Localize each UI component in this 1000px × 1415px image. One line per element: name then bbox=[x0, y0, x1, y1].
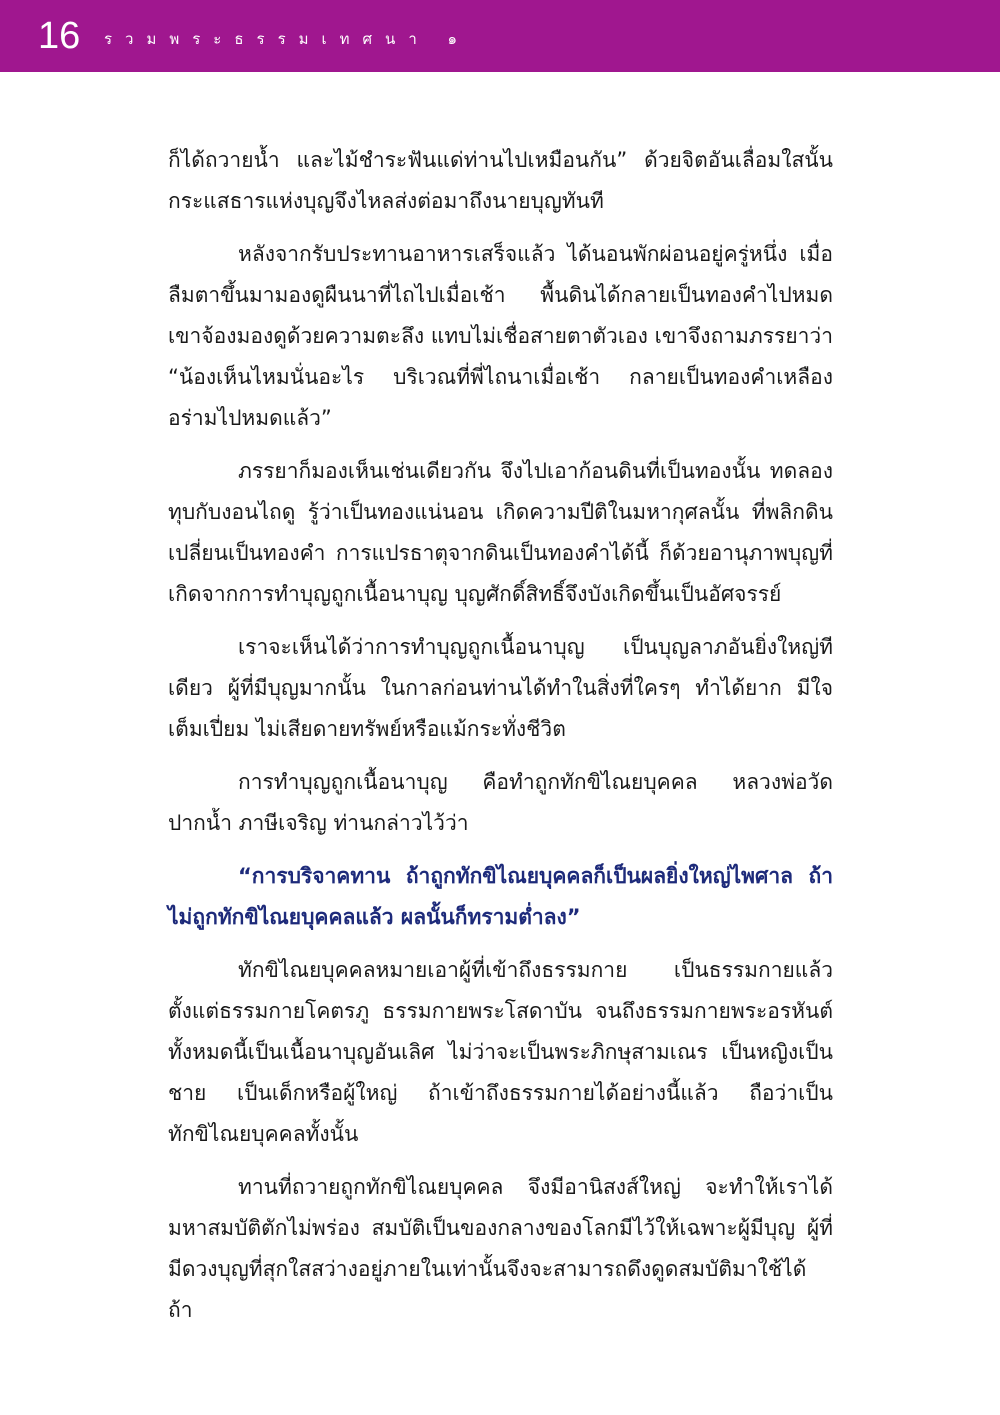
paragraph: ภรรยาก็มองเห็นเช่นเดียวกัน จึงไปเอาก้อนดินที่เป็นทองนั้น ทดลองทุบกับงอนไถดู รู้ว่าเป็นทองแน่นอน เกิดความปีติในมหากุศลนั้น ที่พลิกดินเปลี่ยนเป็นทองคำ การแปรธาตุจากดินเป็นทองคำได้นี้ ก็ด้วยอานุภาพบุญที่เกิดจากการทำบุญถูกเนื้อนาบุญ บุญศักดิ์สิทธิ์จึงบังเกิดขึ้นเป็นอัศจรรย์ bbox=[168, 459, 833, 606]
paragraph: หลังจากรับประทานอาหารเสร็จแล้ว ได้นอนพักผ่อนอยู่ครู่หนึ่ง เมื่อลืมตาขึ้นมามองดูผืนนาที่ไถไปเมื่อเช้า พื้นดินได้กลายเป็นทองคำไปหมด เขาจ้องมองดูด้วยความตะลึง แทบไม่เชื่อสายตาตัวเอง เขาจึงถามภรรยาว่า “น้องเห็นไหมนั่นอะไร บริเวณที่พี่ไถนาเมื่อเช้า กลายเป็นทองคำเหลืองอร่ามไปหมดแล้ว” bbox=[168, 242, 833, 430]
paragraph: เราจะเห็นได้ว่าการทำบุญถูกเนื้อนาบุญ เป็นบุญลาภอันยิ่งใหญ่ทีเดียว ผู้ที่มีบุญมากนั้น ในกาลก่อนท่านได้ทำในสิ่งที่ใครๆ ทำได้ยาก มีใจเต็มเปี่ยม ไม่เสียดายทรัพย์หรือแม้กระทั่งชีวิต bbox=[168, 635, 833, 741]
paragraph: ทักขิไณยบุคคลหมายเอาผู้ที่เข้าถึงธรรมกาย เป็นธรรมกายแล้ว ตั้งแต่ธรรมกายโคตรภู ธรรมกายพระโสดาบัน จนถึงธรรมกายพระอรหันต์ ทั้งหมดนี้เป็นเนื้อนาบุญอันเลิศ ไม่ว่าจะเป็นพระภิกษุสามเณร เป็นหญิงเป็นชาย เป็นเด็กหรือผู้ใหญ่ ถ้าเข้าถึงธรรมกายได้อย่างนี้แล้ว ถือว่าเป็นทักขิไณยบุคคลทั้งนั้น bbox=[168, 958, 833, 1146]
page-body bbox=[168, 140, 833, 1343]
page-number: 16 bbox=[38, 15, 81, 57]
paragraph: การทำบุญถูกเนื้อนาบุญ คือทำถูกทักขิไณยบุคคล หลวงพ่อวัดปากน้ำ ภาษีเจริญ ท่านกล่าวไว้ว่า bbox=[168, 770, 833, 835]
paragraph: ทานที่ถวายถูกทักขิไณยบุคคล จึงมีอานิสงส์ใหญ่ จะทำให้เราได้มหาสมบัติตักไม่พร่อง สมบัติเป็นของกลางของโลกมีไว้ให้เฉพาะผู้มีบุญ ผู้ที่มีดวงบุญที่สุกใสสว่างอยู่ภายในเท่านั้นจึงจะสามารถดึงดูดสมบัติมาใช้ได้ ถ้า bbox=[168, 1175, 833, 1322]
book-title: รวมพระธรรมเทศนา ๑ bbox=[104, 30, 471, 48]
page-header bbox=[0, 0, 1000, 72]
highlighted-quote: “การบริจาคทาน ถ้าถูกทักขิไณยบุคคลก็เป็นผลยิ่งใหญ่ไพศาล ถ้าไม่ถูกทักขิไณยบุคคลแล้ว ผลนั้นก็ทรามต่ำลง” bbox=[168, 864, 833, 929]
paragraph: ก็ได้ถวายน้ำ และไม้ชำระฟันแด่ท่านไปเหมือนกัน” ด้วยจิตอันเลื่อมใสนั้น กระแสธารแห่งบุญจึงไหลส่งต่อมาถึงนายบุญทันที bbox=[168, 148, 833, 213]
